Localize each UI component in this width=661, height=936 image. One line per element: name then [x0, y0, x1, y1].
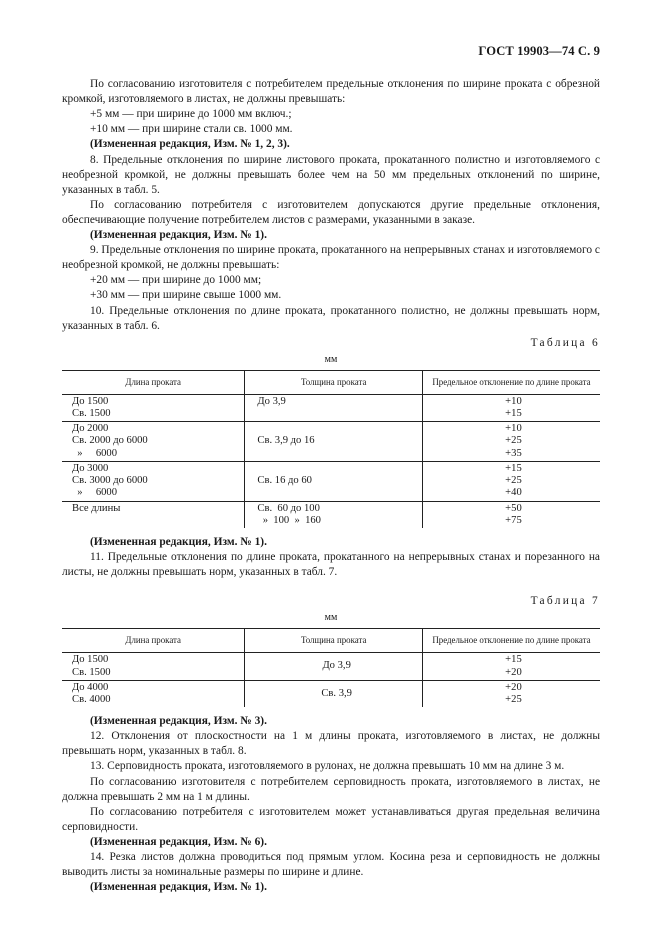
edit-note: (Измененная редакция, Изм. № 1).: [90, 881, 267, 894]
table-row: [62, 501, 600, 528]
page-header: ГОСТ 19903—74 С. 9: [478, 44, 600, 58]
paragraph: +10 мм — при ширине стали св. 1000 мм.: [90, 123, 293, 136]
cell-line: +25: [505, 693, 522, 705]
table-row: [62, 461, 600, 501]
thickness-cell: [245, 461, 423, 501]
paragraph: +20 мм — при ширине до 1000 мм;: [90, 274, 262, 287]
table-header-row: [62, 629, 600, 653]
cell-line: Св. 1500: [72, 666, 111, 678]
column-header: Предельное отклонение по длине проката: [422, 370, 600, 394]
deviation-cell: [422, 422, 600, 462]
cell-line: До 3,9: [257, 395, 286, 407]
paragraph: 11. Предельные отклонения по длине проката, прокатанного на непрерывных станах и порезанного на листы, не должны превышать норм, указанных в табл. 7.: [62, 551, 600, 579]
paragraph: +5 мм — при ширине до 1000 мм включ.;: [90, 108, 292, 121]
cell-line: Св. 60 до 100: [257, 502, 320, 514]
cell-line: +20: [505, 681, 522, 693]
cell-line: » 6000: [72, 487, 118, 499]
paragraph: 10. Предельные отклонения по длине проката, прокатанного полистно, не должны превышать норм, указанных в табл. 6.: [62, 304, 600, 332]
deviation-cell: [422, 461, 600, 501]
cell-line: +40: [505, 487, 522, 499]
paragraph: По согласованию потребителя с изготовителем может устанавливаться другая предельная величина серповидности.: [62, 805, 600, 833]
table-caption: Таблица 7: [530, 595, 600, 608]
paragraph: +30 мм — при ширине свыше 1000 мм.: [90, 289, 282, 302]
document-page: [62, 44, 600, 895]
table-row: [62, 653, 600, 680]
cell-line: До 2000: [72, 423, 109, 435]
cell-line: До 1500: [72, 654, 109, 666]
column-header: Предельное отклонение по длине проката: [422, 629, 600, 653]
length-cell: [62, 461, 245, 501]
table-units: мм: [324, 353, 338, 365]
cell-line: Св. 3000 до 6000: [72, 475, 148, 487]
table-row: [62, 422, 600, 462]
paragraph: По согласованию потребителя с изготовителем допускаются другие предельные отклонения, обеспечивающие получение потребителем листов с размерами, указанными в заказе.: [62, 198, 600, 226]
cell-line: Св. 1500: [72, 408, 111, 420]
cell-line: +15: [505, 462, 522, 474]
deviation-cell: [422, 394, 600, 421]
cell-line: +50: [505, 502, 522, 514]
deviation-cell: [422, 653, 600, 680]
paragraph: 9. Предельные отклонения по ширине проката, прокатанного на непрерывных станах и изготовляемого с необрезной кромкой, не должны превышать:: [62, 244, 600, 272]
thickness-cell: [245, 501, 423, 528]
cell-line: До 3000: [72, 462, 109, 474]
cell-line: Св. 2000 до 6000: [72, 435, 148, 447]
thickness-cell: [245, 653, 423, 680]
table-caption: Таблица 6: [530, 336, 600, 349]
column-header: Длина проката: [62, 370, 245, 394]
table-row: [62, 680, 600, 707]
cell-line: +75: [505, 514, 522, 526]
paragraph: 13. Серповидность проката, изготовляемого в рулонах, не должна превышать 10 мм на длине 3 м.: [90, 760, 565, 773]
table-6: [62, 370, 600, 528]
cell-line: Св. 4000: [72, 693, 111, 705]
column-header: Длина проката: [62, 629, 245, 653]
cell-line: Все длины: [72, 502, 121, 514]
cell-line: » 100 » 160: [257, 514, 321, 526]
table-row: [62, 394, 600, 421]
paragraph: По согласованию изготовителя с потребителем серповидность проката, изготовляемого в листах, не должна превышать 2 мм на 1 м длины.: [62, 775, 600, 803]
cell-line: До 3,9: [322, 660, 351, 672]
thickness-cell: [245, 680, 423, 707]
deviation-cell: [422, 501, 600, 528]
cell-line: +15: [505, 408, 522, 420]
edit-note: (Измененная редакция, Изм. № 1).: [90, 229, 267, 242]
table-units: мм: [324, 612, 338, 624]
cell-line: +25: [505, 475, 522, 487]
paragraph: 8. Предельные отклонения по ширине листового проката, прокатанного полистно и изготовляемого с необрезной кромкой, не должны превышать более чем на 50 мм предельных отклонений по ширине, указанных в табл. 5.: [62, 153, 600, 196]
column-header: Толщина проката: [245, 629, 423, 653]
cell-line: Св. 3,9 до 16: [257, 435, 315, 447]
edit-note: (Измененная редакция, Изм. № 3).: [90, 715, 267, 728]
edit-note: (Измененная редакция, Изм. № 1, 2, 3).: [90, 138, 290, 151]
length-cell: [62, 394, 245, 421]
cell-line: +25: [505, 435, 522, 447]
paragraph: 12. Отклонения от плоскостности на 1 м длины проката, изготовляемого в листах, не должны превышать норм, указанных в табл. 8.: [62, 730, 600, 758]
length-cell: [62, 653, 245, 680]
cell-line: До 1500: [72, 395, 109, 407]
thickness-cell: [245, 394, 423, 421]
edit-note: (Измененная редакция, Изм. № 1).: [90, 535, 267, 548]
deviation-cell: [422, 680, 600, 707]
length-cell: [62, 501, 245, 528]
paragraph: По согласованию изготовителя с потребителем предельные отклонения по ширине проката с обрезной кромкой, изготовляемого в листах, не должны превышать:: [62, 78, 600, 106]
cell-line: +35: [505, 447, 522, 459]
cell-line: +10: [505, 395, 522, 407]
table-header-row: [62, 370, 600, 394]
cell-line: Св. 16 до 60: [257, 475, 312, 487]
paragraph: 14. Резка листов должна проводиться под прямым углом. Косина реза и серповидность не должны выводить листы за номинальные размеры по ширине и длине.: [62, 851, 600, 879]
length-cell: [62, 680, 245, 707]
cell-line: +10: [505, 423, 522, 435]
length-cell: [62, 422, 245, 462]
cell-line: +15: [505, 654, 522, 666]
cell-line: +20: [505, 666, 522, 678]
cell-line: Св. 3,9: [321, 687, 352, 699]
thickness-cell: [245, 422, 423, 462]
edit-note: (Измененная редакция, Изм. № 6).: [90, 835, 267, 848]
cell-line: » 6000: [72, 447, 118, 459]
column-header: Толщина проката: [245, 370, 423, 394]
cell-line: До 4000: [72, 681, 109, 693]
table-7: [62, 628, 600, 707]
